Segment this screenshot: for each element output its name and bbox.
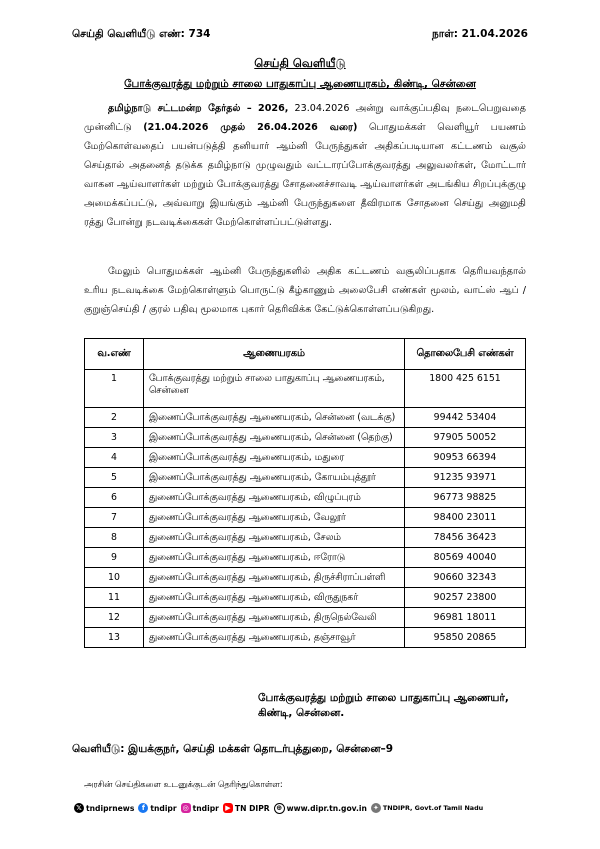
row-serial: 6 (85, 488, 144, 508)
release-date: நாள்: 21.04.2026 (432, 28, 528, 40)
row-office: துணைப்போக்குவரத்து ஆணையரகம், தஞ்சாவூர் (144, 628, 405, 648)
social-youtube[interactable] (223, 803, 270, 813)
table-row (85, 588, 526, 608)
table-row (85, 528, 526, 548)
row-serial: 11 (85, 588, 144, 608)
row-serial: 10 (85, 568, 144, 588)
table-row (85, 628, 526, 648)
header-office: ஆணையரகம் (144, 339, 405, 370)
department-subtitle: போக்குவரத்து மற்றும் சாலை பாதுகாப்பு ஆணையரகம், கிண்டி, சென்னை (124, 78, 476, 90)
signature-block (258, 691, 509, 721)
row-phone[interactable]: 1800 425 6151 (405, 370, 526, 408)
row-serial: 7 (85, 508, 144, 528)
row-office: துணைப்போக்குவரத்து ஆணையரகம், திருநெல்வேலி (144, 608, 405, 628)
social-instagram[interactable] (181, 803, 219, 813)
table-row (85, 468, 526, 488)
document-title: செய்தி வெளியீடு (254, 56, 346, 70)
row-serial: 1 (85, 370, 144, 408)
social-facebook[interactable] (138, 803, 176, 813)
row-phone[interactable]: 90953 66394 (405, 448, 526, 468)
row-serial: 9 (85, 548, 144, 568)
x-icon: 𝕏 (74, 803, 84, 813)
paragraph-election-notice (84, 99, 526, 232)
social-youtube-handle: TN DIPR (234, 803, 270, 813)
para1-text-b: பொதுமக்கள் வெளியூர் பயணம் மேற்கொள்வதைப் பயன்படுத்தி தனியார் ஆம்னி பேருந்துகள் அதிகப்படியான கட்டணம் வசூல் செய்தால் அதனைத் தடுக்க தமிழ்நாடு முழுவதும் வட்டாரப்போக்குவரத்து அலுவலர்கள், மோட்டார் வாகன ஆய்வாளர்கள் மற்றும் போக்குவரத்து சோதனைச்சாவடி ஆய்வாளர்கள் அடங்கிய சிறப்புக்குழு அமைக்கப்பட்டு, அவ்வாறு இயங்கும் ஆம்னி பேருந்துகளை தீவிரமாக சோதனை செய்து அனுமதி ரத்து போன்று நடவடிக்கைகள் மேற்கொள்ளப்பட்டுள்ளது. (84, 122, 526, 228)
table-row (85, 448, 526, 468)
row-phone[interactable]: 90257 23800 (405, 588, 526, 608)
row-phone[interactable]: 97905 50052 (405, 428, 526, 448)
row-office: இணைப்போக்குவரத்து ஆணையரகம், கோயம்புத்தூர் (144, 468, 405, 488)
header-serial: வ.எண் (85, 339, 144, 370)
row-phone[interactable]: 99442 53404 (405, 408, 526, 428)
row-phone[interactable]: 80569 40040 (405, 548, 526, 568)
header-phone: தொலைபேசி எண்கள் (405, 339, 526, 370)
social-x-handle: tndiprnews (86, 803, 135, 813)
table-row (85, 408, 526, 428)
row-serial: 4 (85, 448, 144, 468)
header-row (72, 28, 528, 41)
row-phone[interactable]: 96981 18011 (405, 608, 526, 628)
signature-line-2: கிண்டி, சென்னை. (258, 707, 345, 719)
youtube-icon: ▶ (223, 803, 233, 813)
row-office: போக்குவரத்து மற்றும் சாலை பாதுகாப்பு ஆணையரகம், சென்னை (144, 370, 405, 408)
social-website[interactable] (274, 803, 367, 814)
social-emblem[interactable] (371, 803, 483, 813)
social-x[interactable] (74, 803, 134, 813)
row-phone[interactable]: 98400 23011 (405, 508, 526, 528)
issued-by: வெளியீடு: இயக்குநர், செய்தி மக்கள் தொடர்புத்துறை, சென்னை–9 (72, 743, 394, 755)
row-office: துணைப்போக்குவரத்து ஆணையரகம், ஈரோடு (144, 548, 405, 568)
paragraph-complaint-request (84, 262, 526, 319)
row-serial: 2 (85, 408, 144, 428)
row-office: துணைப்போக்குவரத்து ஆணையரகம், விழுப்புரம் (144, 488, 405, 508)
table-header-row (85, 339, 526, 370)
table-row (85, 370, 526, 408)
row-serial: 12 (85, 608, 144, 628)
para1-dates: (21.04.2026 முதல் 26.04.2026 வரை) (143, 122, 358, 133)
row-office: இணைப்போக்குவரத்து ஆணையரகம், சென்னை (வடக்கு) (144, 408, 405, 428)
para1-lead: தமிழ்நாடு சட்டமன்ற தேர்தல் – 2026, (108, 103, 289, 114)
row-serial: 13 (85, 628, 144, 648)
row-office: துணைப்போக்குவரத்து ஆணையரகம், விருதுநகர் (144, 588, 405, 608)
website-url: www.dipr.tn.gov.in (286, 803, 367, 813)
row-phone[interactable]: 90660 32343 (405, 568, 526, 588)
row-phone[interactable]: 95850 20865 (405, 628, 526, 648)
facebook-icon: f (138, 803, 148, 813)
table-body (85, 370, 526, 648)
table-row (85, 548, 526, 568)
social-links-bar (74, 801, 534, 815)
table-row (85, 428, 526, 448)
release-number: செய்தி வெளியீடு எண்: 734 (72, 28, 211, 40)
table-row (85, 608, 526, 628)
row-phone[interactable]: 78456 36423 (405, 528, 526, 548)
instagram-icon: ◎ (182, 804, 189, 812)
row-phone[interactable]: 96773 98825 (405, 488, 526, 508)
emblem-label: TNDIPR, Govt.of Tamil Nadu (382, 804, 484, 812)
helpline-table (84, 338, 526, 648)
row-office: துணைப்போக்குவரத்து ஆணையரகம், வேலூர் (144, 508, 405, 528)
row-office: இணைப்போக்குவரத்து ஆணையரகம், சென்னை (தெற்கு) (144, 428, 405, 448)
table-row (85, 508, 526, 528)
table-row (85, 568, 526, 588)
row-serial: 5 (85, 468, 144, 488)
para1-text-a: 23.04.2026 அன்று வாக்குப்பதிவு நடைபெறுவதை முன்னிட்டு (84, 103, 526, 133)
social-instagram-handle: tndipr (192, 803, 219, 813)
globe-icon: ⊕ (274, 803, 285, 814)
social-facebook-handle: tndipr (150, 803, 177, 813)
para2-text: மேலும் பொதுமக்கள் ஆம்னி பேருந்துகளில் அதிக கட்டணம் வசூலிப்பதாக தெரியவந்தால் உரிய நடவடிக்கை மேற்கொள்ளும் பொருட்டு கீழ்காணும் அலைபேசி எண்கள் மூலம், வாட்ஸ் ஆப் / குறுஞ்செய்தி / குரல் பதிவு மூலமாக புகார் தெரிவிக்க கேட்டுக்கொள்ளப்படுகிறது. (84, 266, 526, 315)
row-office: துணைப்போக்குவரத்து ஆணையரகம், திருச்சிராப்பள்ளி (144, 568, 405, 588)
row-phone[interactable]: 91235 93971 (405, 468, 526, 488)
row-serial: 3 (85, 428, 144, 448)
table-row (85, 488, 526, 508)
row-office: துணைப்போக்குவரத்து ஆணையரகம், சேலம் (144, 528, 405, 548)
row-serial: 8 (85, 528, 144, 548)
emblem-icon: ✦ (371, 803, 381, 813)
signature-line-1: போக்குவரத்து மற்றும் சாலை பாதுகாப்பு ஆணையர், (258, 692, 509, 704)
follow-prompt: அரசின் செய்திகளை உடனுக்குடன் தெரிந்துகொள்ள: (84, 779, 283, 789)
row-office: இணைப்போக்குவரத்து ஆணையரகம், மதுரை (144, 448, 405, 468)
